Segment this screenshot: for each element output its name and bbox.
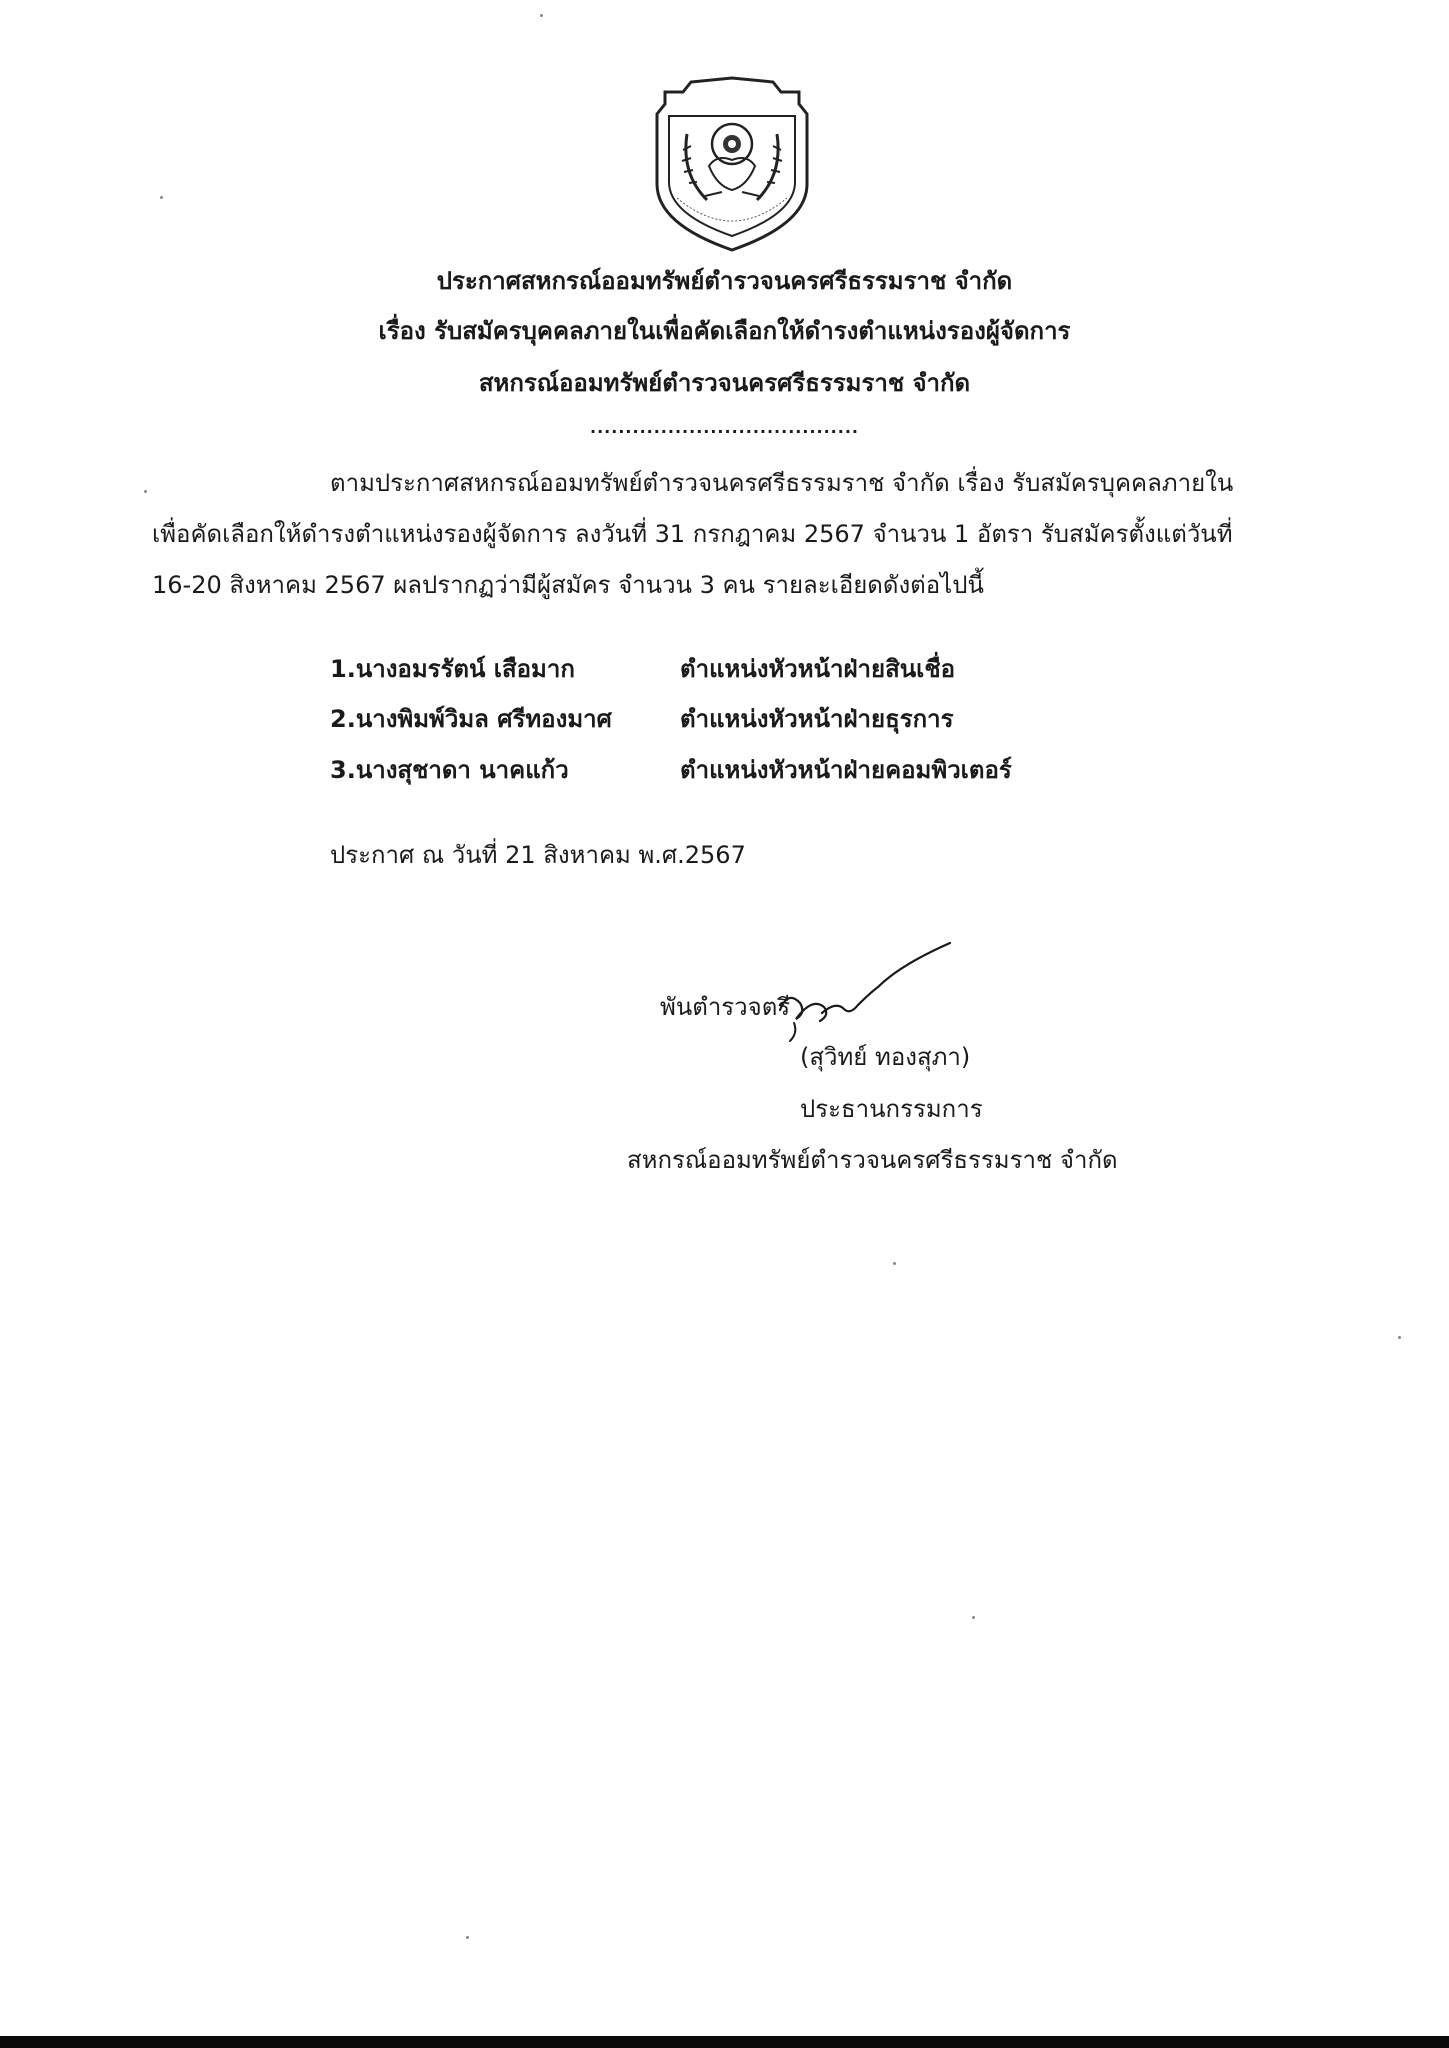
announcement-subject: เรื่อง รับสมัครบุคคลภายในเพื่อคัดเลือกให้ดำรงตำแหน่งรองผู้จัดการ <box>378 317 1071 345</box>
announcement-title: ประกาศสหกรณ์ออมทรัพย์ตำรวจนครศรีธรรมราช จำกัด <box>436 267 1013 295</box>
body-paragraph-line-1: ตามประกาศสหกรณ์ออมทรัพย์ตำรวจนครศรีธรรมราช จำกัด เรื่อง รับสมัครบุคคลภายใน <box>330 469 1234 497</box>
body-paragraph-line-2: เพื่อคัดเลือกให้ดำรงตำแหน่งรองผู้จัดการ ลงวันที่ 31 กรกฎาคม 2567 จำนวน 1 อัตรา รับสมัครตั้งแต่วันที่ <box>152 520 1233 548</box>
scan-speck <box>160 196 163 199</box>
scan-speck <box>972 1616 975 1619</box>
applicant-name: 1.นางอมรรัตน์ เสือมาก <box>330 655 575 683</box>
signer-rank: พันตำรวจตรี <box>660 993 791 1021</box>
scan-bottom-edge <box>0 2036 1449 2048</box>
cooperative-emblem-logo <box>647 74 817 254</box>
applicant-position: ตำแหน่งหัวหน้าฝ่ายคอมพิวเตอร์ <box>680 756 1012 784</box>
scan-speck <box>466 1936 469 1939</box>
body-paragraph-line-3: 16-20 สิงหาคม 2567 ผลปรากฏว่ามีผู้สมัคร จำนวน 3 คน รายละเอียดดังต่อไปนี้ <box>152 571 984 599</box>
scan-speck <box>893 1262 896 1265</box>
announcement-date: ประกาศ ณ วันที่ 21 สิงหาคม พ.ศ.2567 <box>330 841 746 869</box>
scan-speck <box>1398 1336 1401 1339</box>
applicant-row <box>330 702 1090 738</box>
scan-speck <box>144 490 147 493</box>
applicant-name: 3.นางสุชาดา นาคแก้ว <box>330 756 569 784</box>
applicant-row <box>330 753 1090 789</box>
organization-name: สหกรณ์ออมทรัพย์ตำรวจนครศรีธรรมราช จำกัด <box>478 369 971 397</box>
scan-speck <box>540 14 543 17</box>
dotted-separator: ...................................... <box>590 418 859 437</box>
handwritten-signature <box>760 935 960 1045</box>
signer-organization: สหกรณ์ออมทรัพย์ตำรวจนครศรีธรรมราช จำกัด <box>627 1146 1118 1174</box>
applicant-position: ตำแหน่งหัวหน้าฝ่ายสินเชื่อ <box>680 655 956 683</box>
signer-title: ประธานกรรมการ <box>800 1095 983 1123</box>
applicant-name: 2.นางพิมพ์วิมล ศรีทองมาศ <box>330 705 612 733</box>
applicant-row <box>330 652 1090 688</box>
signer-name: (สุวิทย์ ทองสุภา) <box>800 1043 971 1071</box>
applicant-position: ตำแหน่งหัวหน้าฝ่ายธุรการ <box>680 705 954 733</box>
